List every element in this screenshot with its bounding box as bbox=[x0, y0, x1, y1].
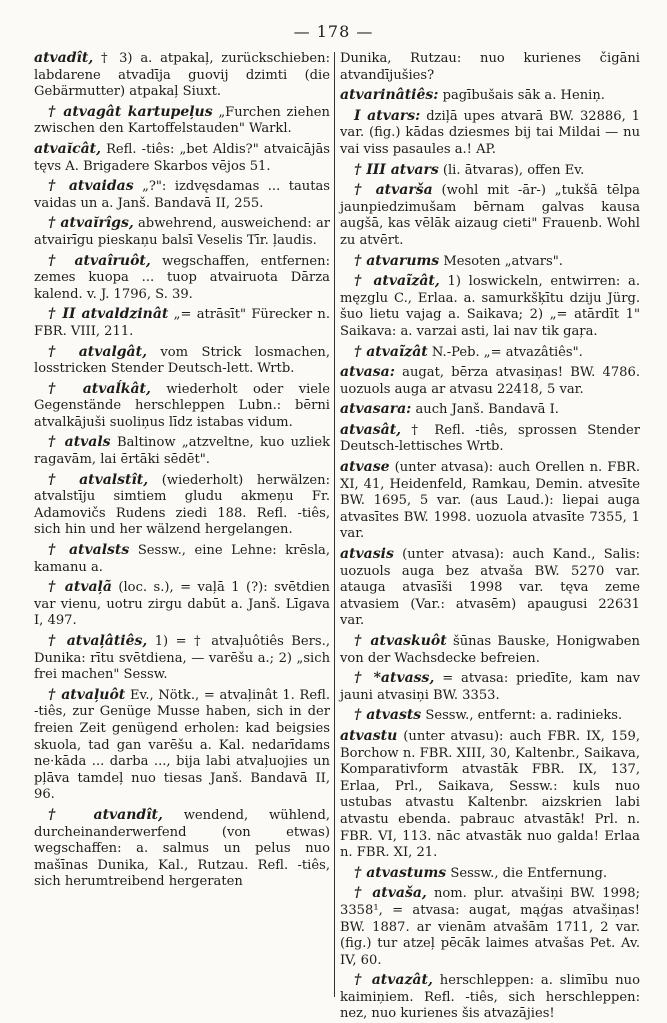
dictionary-entry bbox=[340, 422, 640, 456]
entry-headword: † atvalstît, bbox=[48, 471, 149, 488]
entry-headword: † atvalgât, bbox=[48, 343, 147, 360]
dictionary-entry bbox=[340, 253, 640, 271]
dictionary-entry bbox=[340, 707, 640, 725]
entry-text: † Refl. -tiês, sprossen Stender Deutsch-lettisches Wrtb. bbox=[340, 422, 641, 455]
dictionary-entry bbox=[340, 728, 640, 862]
entry-text: (wiederholt) herwälzen: atvalstīju simtiem gludu akmeņu Fr. Adamovičs Rudens ziedi 188. Refl. -tiês, sich hin und her wälzend hergelangen. bbox=[34, 472, 330, 538]
entry-headword: I atvars: bbox=[354, 107, 421, 124]
entry-text: † 3) a. atpakaļ, zurückschieben: labdarene atvadīja guovij dzimti (die Gebärmutter) atpakaļ Siuxt. bbox=[34, 51, 330, 100]
entry-headword: † atvagât kartupeļus bbox=[48, 103, 213, 120]
entry-headword: † atvazât, bbox=[354, 972, 433, 989]
entry-headword: † atvaļuôt bbox=[48, 686, 126, 703]
dictionary-entry bbox=[34, 253, 330, 304]
entry-text: augat, bērza atvasiņas! BW. 4786. uozuols auga ar atvasu 22418, 5 var. bbox=[340, 365, 640, 397]
dictionary-entry bbox=[340, 459, 640, 543]
entry-headword: † atvaĩzât, bbox=[354, 273, 440, 290]
dictionary-entry bbox=[340, 401, 640, 419]
entry-text: „= atrāsīt" Fürecker n. FBR. VIII, 211. bbox=[34, 307, 330, 339]
entry-text: wiederholt oder viele Gegenstände herschleppen Lubn.: bērni atvalkājuši suoliņus līdz istabas vidum. bbox=[34, 381, 330, 430]
entry-headword: † atvaîruôt, bbox=[48, 252, 151, 269]
dictionary-entry bbox=[340, 364, 640, 398]
dictionary-entry bbox=[34, 50, 330, 101]
dictionary-entry bbox=[340, 162, 640, 180]
entry-text: Mesoten „atvars". bbox=[443, 253, 563, 269]
entry-text: wegschaffen, entfernen: zemes kuopa ... tuop atvairuota Dārza kalend. v. J. 1796, S. 39. bbox=[34, 253, 330, 302]
dictionary-entry bbox=[34, 472, 330, 539]
entry-text: „Furchen ziehen zwischen den Kartoffelstauden" Warkl. bbox=[34, 104, 330, 137]
entry-text: Sessw., entfernt: a. radinieks. bbox=[425, 708, 623, 724]
entry-text: Ev., Nötk., = atvaļinât 1. Refl. -tiês, zur Genüge Musse haben, sich in der freien Zeit genügend erholen: kad beigsies skuola, tad gan varēšu a. Kal. nedarīdams ne·kāda ... darba ..., bija labi atvaļuojies un pļāva tamdeļ nuo tiesas Janš. Bandavā II, 96. bbox=[34, 687, 330, 803]
entry-headword: † atvaĩzât bbox=[354, 343, 428, 360]
dictionary-entry bbox=[34, 633, 330, 684]
dictionary-entry bbox=[34, 306, 330, 340]
column-divider bbox=[334, 52, 335, 997]
entry-headword: † atvaļã bbox=[48, 579, 112, 596]
entry-text: (wohl mit -ār-) „tukšā tēlpa jaunpiedzimušam bērnam galvas kausa augšā, kas vēlāk aizaug cieti" Frauenb. Wohl zu atvērt. bbox=[340, 183, 640, 248]
entry-text: herschleppen: a. slimību nuo kaimiņiem. Refl. -tiês, sich herschleppen: nez, nuo kurienes šis atvazājies! bbox=[340, 973, 640, 1022]
entry-headword: atvaĭcât, bbox=[34, 140, 101, 157]
entry-text: (unter atvasu): auch FBR. IX, 159, Borchow n. FBR. XIII, 30, Kaltenbr., Saikava, Komparativform atvastāk FBR. IX, 137, Erlaa, Prl., Saikava, Sessw.: kuls nuo ustubas atvastu Kaltenbr. aizskrien labi atvastu ebenda. pabrauc atvastāk! Prl. n. FBR. VI, 113. nāc atvastāk nuo galda! Erlaa n. FBR. XI, 21. bbox=[340, 728, 640, 861]
right-column bbox=[340, 50, 641, 1022]
entry-headword: atvasis bbox=[340, 546, 394, 563]
entry-headword: † atvaidas bbox=[48, 178, 134, 195]
entry-headword: † atvaĭrîgs, bbox=[48, 215, 134, 232]
entry-headword: atvasât, bbox=[340, 421, 402, 438]
entry-headword: † atvastums bbox=[354, 864, 447, 881]
entry-headword: † atvals bbox=[48, 434, 111, 451]
entry-text: dziļā upes atvarā BW. 32886, 1 var. (fig.) kādas dziesmes bij tai Mildai — nu vai viss pasaules a.! AP. bbox=[340, 108, 640, 157]
entry-headword: † atvandît, bbox=[48, 806, 163, 823]
dictionary-entry bbox=[340, 273, 640, 340]
entry-text: 1) = † atvaļuôtiês Bers., Dunika: rītu svētdiena, — varēšu a.; 2) „sich frei machen" Sessw. bbox=[34, 634, 330, 683]
page-number: — 178 — bbox=[293, 22, 374, 41]
entry-text: abwehrend, ausweichend: ar atvairīgu pieskaņu balsī Veselis Tīr. ļaudis. bbox=[34, 216, 331, 248]
entry-headword: † atvaĺkât, bbox=[48, 380, 151, 397]
dictionary-entry bbox=[34, 807, 330, 891]
dictionary-entry bbox=[340, 182, 640, 249]
dictionary-entry bbox=[34, 215, 330, 249]
entry-text: N.-Peb. „= atvazâtiês". bbox=[431, 344, 583, 360]
dictionary-entry bbox=[340, 865, 640, 883]
entry-headword: † atvaļâtiês, bbox=[48, 633, 148, 649]
entry-text: nom. plur. atvašiņi BW. 1998; 3358¹, = atvasa: augat, mąģas atvašiņas! BW. 1887. ar vienām atvašām 1711, 2 var. (fig.) tur atzeļ pēcāk laimes atvašas Pet. Av. IV, 60. bbox=[340, 886, 640, 968]
left-column bbox=[34, 50, 330, 998]
entry-text: (unter atvasa): auch Orellen n. FBR. XI, 41, Heidenfeld, Ramkau, Demin. atvesīte BW. 1695, 5 var. (aus Laud.): liepai auga atvasītes BW. 1998. uozuola atvasīte 7355, 1 var. bbox=[340, 460, 640, 542]
entry-headword: atvase bbox=[340, 459, 390, 476]
entry-text: 1) loswickeln, entwirren: a. męzglu C., Erlaa. a. samurkšķītu dziju Jürg. šuo lietu vajag a. Saikava; 2) „= atārdīt 1" Saikava: a. varzai asti, lai nav tik gaŗa. bbox=[340, 274, 640, 339]
dictionary-entry bbox=[340, 50, 640, 84]
entry-headword: † *atvass, bbox=[354, 670, 435, 687]
entry-headword: † atvarša bbox=[354, 182, 433, 199]
entry-text: (loc. s.), = vaļā 1 (?): svētdien var vienu, uotru zirgu dabūt a. Janš. Līgava I, 497. bbox=[34, 580, 330, 629]
dictionary-entry bbox=[34, 381, 330, 432]
entry-text: Sessw., die Entfernung. bbox=[450, 865, 608, 881]
dictionary-entry bbox=[34, 104, 330, 138]
dictionary-entry bbox=[34, 141, 330, 175]
entry-headword: atvadît, bbox=[34, 50, 94, 66]
entry-text: Dunika, Rutzau: nuo kurienes čigāni atvandījušies? bbox=[340, 51, 640, 83]
entry-text: (unter atvasa): auch Kand., Salis: uozuols auga bez atvaša BW. 5270 var. atauga atvasīši 1998 var. tęva zeme atvasiem (Var.: atvasēm) apaugusi 22631 var. bbox=[340, 547, 640, 629]
entry-headword: † III atvars bbox=[354, 161, 439, 178]
entry-text: auch Janš. Bandavā I. bbox=[415, 402, 559, 418]
entry-headword: atvasa: bbox=[340, 364, 395, 381]
dictionary-entry bbox=[340, 546, 640, 630]
entry-headword: atvasara: bbox=[340, 401, 412, 418]
entry-headword: atvarinâtiês: bbox=[340, 87, 439, 104]
entry-text: wendend, wühlend, durcheinanderwerfend (von etwas) wegschaffen: a. salmus un pelus nuo mašīnas Dunika, Kal., Rutzau. Refl. -tiês, sich herumtreibend hergeraten bbox=[34, 807, 330, 890]
dictionary-entry bbox=[340, 344, 640, 362]
entry-text: Sessw., eine Lehne: krēsla, kamanu a. bbox=[34, 543, 330, 575]
entry-headword: † atvarums bbox=[354, 252, 440, 269]
entry-text: pagībušais sāk a. Heniņ. bbox=[442, 88, 605, 104]
entry-headword: † atvaša, bbox=[354, 885, 427, 902]
dictionary-entry bbox=[34, 579, 330, 630]
entry-text: Refl. -tiês: „bet Aldis?" atvaicājās tęvs A. Brigadere Skarbos vējos 51. bbox=[34, 141, 330, 174]
dictionary-entry bbox=[340, 885, 640, 969]
dictionary-entry bbox=[340, 87, 640, 105]
entry-text: = atvasa: priedīte, kam nav jauni atvasiņi BW. 3353. bbox=[340, 671, 640, 703]
dictionary-entry bbox=[34, 434, 330, 468]
entry-headword: † atvasts bbox=[354, 707, 422, 724]
entry-text: vom Strick losmachen, losstricken Stender Deutsch-lett. Wrtb. bbox=[34, 344, 330, 377]
dictionary-entry bbox=[34, 178, 330, 212]
entry-text: (li. ātvaras), offen Ev. bbox=[442, 162, 585, 178]
entry-headword: † II atvaldzinât bbox=[48, 306, 169, 323]
dictionary-entry bbox=[340, 633, 640, 667]
entry-text: „?": izdvęsdamas ... tautas vaidas un a. Janš. Bandavā II, 255. bbox=[34, 179, 331, 211]
entry-headword: † atvalsts bbox=[48, 542, 130, 559]
entry-text: šūnas Bauske, Honigwaben von der Wachsdecke befreien. bbox=[340, 634, 640, 666]
dictionary-entry bbox=[34, 687, 330, 804]
dictionary-entry bbox=[34, 542, 330, 576]
dictionary-entry bbox=[34, 344, 330, 378]
entry-headword: † atvaskuôt bbox=[354, 633, 447, 649]
dictionary-entry bbox=[340, 972, 640, 1023]
entry-text: Baltinow „atzveltne, kuo uzliek ragavām, lai ērtāki sēdēt". bbox=[34, 435, 331, 468]
dictionary-entry bbox=[340, 108, 640, 159]
dictionary-entry bbox=[340, 670, 640, 704]
entry-headword: atvastu bbox=[340, 727, 398, 744]
